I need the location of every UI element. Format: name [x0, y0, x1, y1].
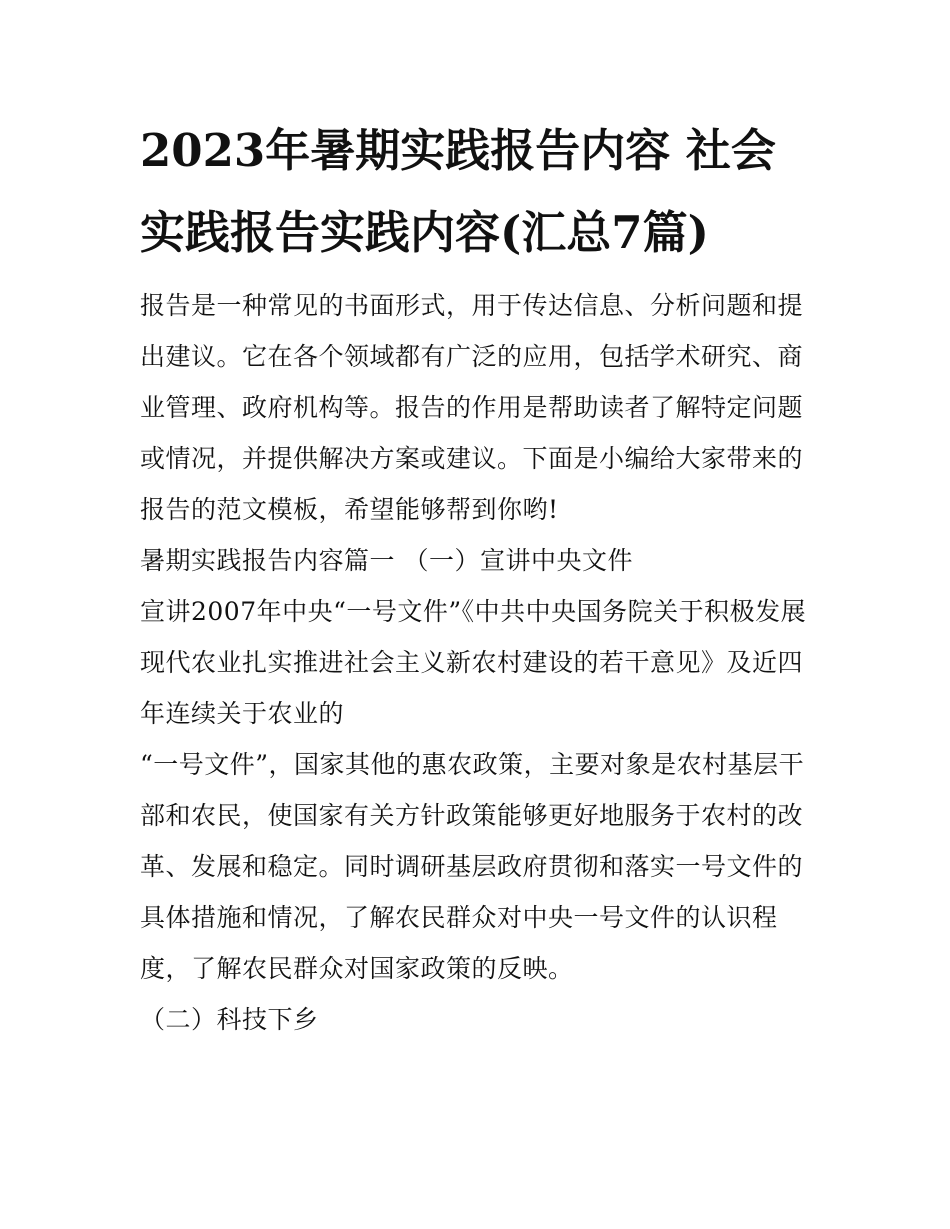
document-content — [140, 110, 820, 1045]
intro-paragraph: 报告是一种常见的书面形式，用于传达信息、分析问题和提出建议。它在各个领域都有广泛的应用，包括学术研究、商业管理、政府机构等。报告的作用是帮助读者了解特定问题或情况，并提供解决方案或建议。下面是小编给大家带来的报告的范文模板，希望能够帮到你哟! — [140, 291, 804, 524]
section-heading-1: 暑期实践报告内容篇一 （一）宣讲中央文件 — [140, 546, 633, 575]
document-title: 2023年暑期实践报告内容 社会实践报告实践内容(汇总7篇) — [140, 124, 776, 259]
body-paragraph-1: 宣讲2007年中央“一号文件”《中共中央国务院关于积极发展现代农业扎实推进社会主义新农村建设的若干意见》及近四年连续关于农业的 — [140, 597, 807, 728]
section-heading-2: （二）科技下乡 — [140, 1005, 319, 1034]
body-paragraph-2: “一号文件”，国家其他的惠农政策，主要对象是农村基层干部和农民，使国家有关方针政策能够更好地服务于农村的改革、发展和稳定。同时调研基层政府贯彻和落实一号文件的具体措施和情况，了解农民群众对中央一号文件的认识程度，了解农民群众对国家政策的反映。 — [140, 750, 805, 983]
